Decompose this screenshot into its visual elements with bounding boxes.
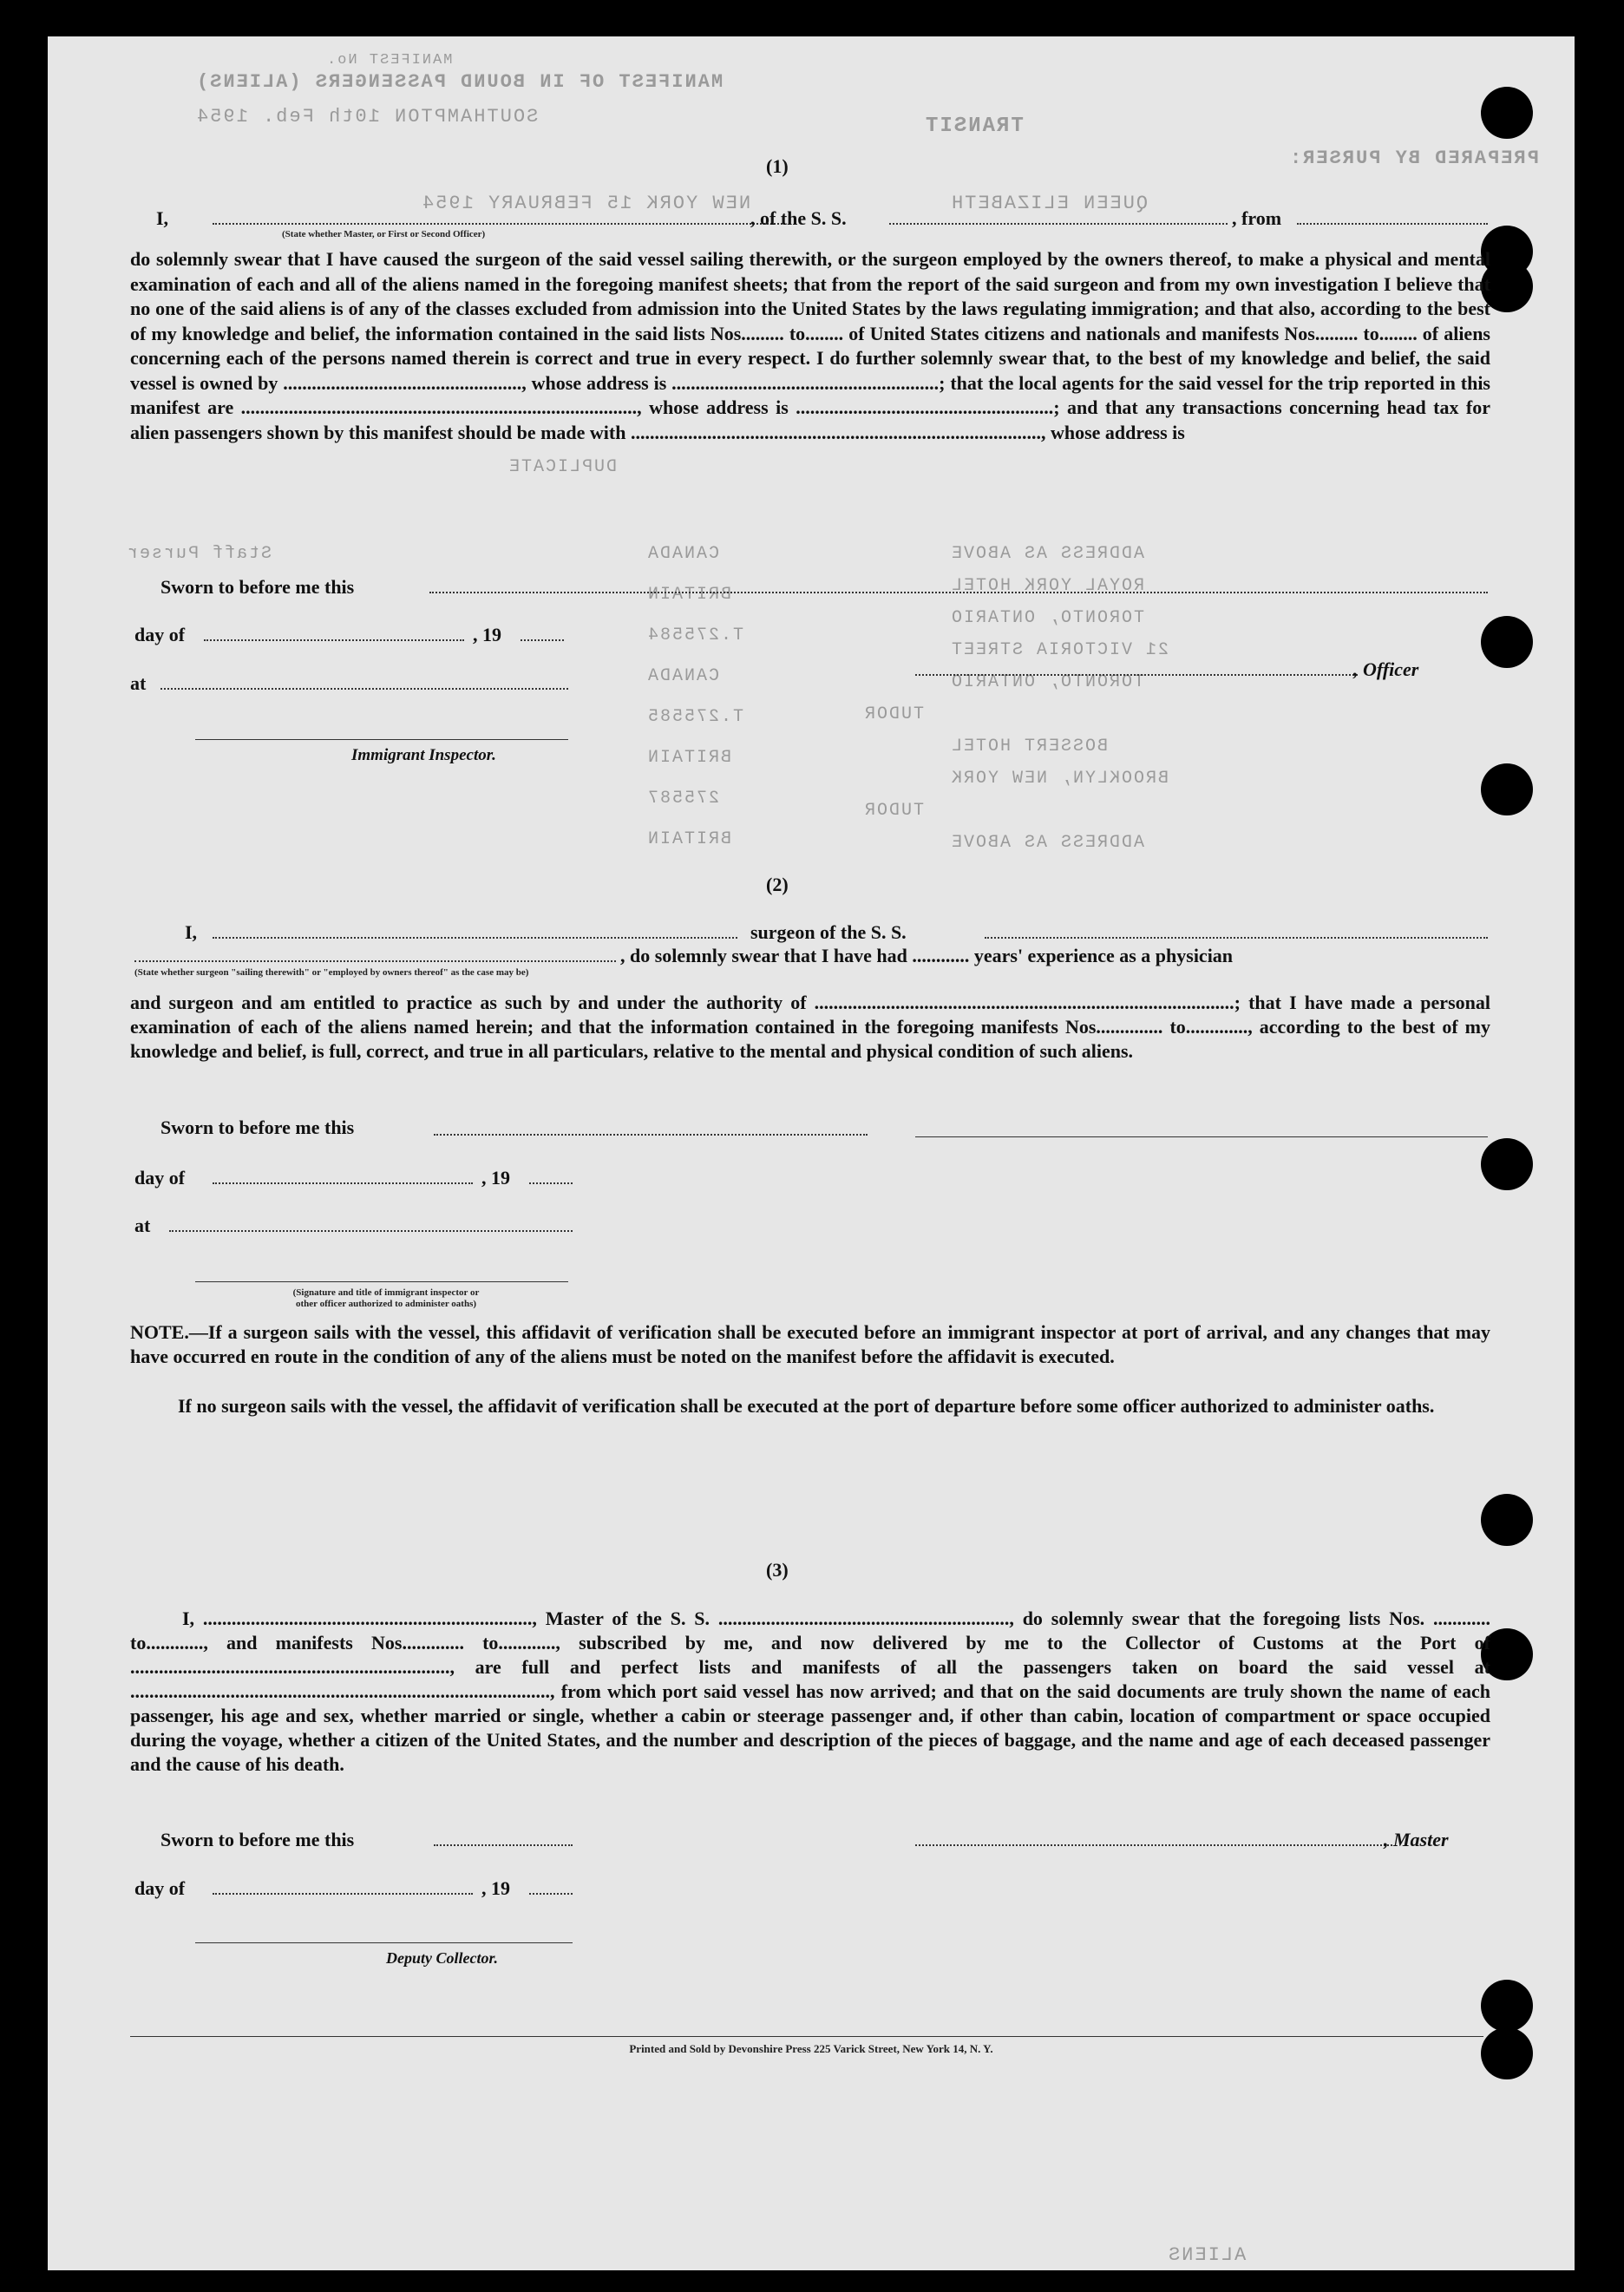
bleed-address-entry: ROYAL YORK HOTEL (950, 576, 1145, 596)
inspector-label: Immigrant Inspector. (351, 746, 496, 764)
surgeon-oath-line: , do solemnly swear that I have had ............ years' experience as a physician (620, 945, 1234, 966)
surgeon-at-label: at (134, 1215, 151, 1236)
oath-caption: (State whether Master, or First or Second Officer) (282, 229, 486, 239)
of-the-ss-label: , of the S. S. (750, 207, 847, 229)
bleed-column-entry: CANADA (646, 544, 720, 564)
bleed-duplicate: DUPLICATE (508, 457, 618, 477)
master-year-label: , 19 (481, 1877, 510, 1899)
administering-officer-line[interactable] (195, 1281, 568, 1282)
master-day-of-label: day of (134, 1877, 186, 1899)
surgeon-status-field[interactable] (134, 960, 616, 962)
surgeon-year-label: , 19 (481, 1167, 510, 1189)
note-text: —If a surgeon sails with the vessel, this affidavit of verification shall be executed before an immigrant inspector at port of arrival, and any changes that may have occurred en route in the condition of any of the aliens must be noted on the manifest before the affidavit is executed. (130, 1321, 1490, 1367)
master-sworn-date-field[interactable] (434, 1844, 573, 1846)
master-year-field[interactable] (529, 1893, 573, 1895)
at-field[interactable] (160, 688, 568, 690)
punch-hole (1481, 87, 1533, 139)
surgeon-name-field[interactable] (213, 937, 737, 939)
bleed-address-entry: TUDOR (863, 704, 925, 724)
bleed-address-entry: TUDOR (863, 801, 925, 821)
from-label: , from (1232, 207, 1282, 229)
master-month-field[interactable] (213, 1893, 473, 1895)
bleed-address-entry: 21 VICTORIA STREET (950, 640, 1169, 660)
punch-hole (1481, 1138, 1533, 1190)
ship-name-field[interactable] (889, 223, 1228, 225)
oath-prefix: I, (156, 207, 169, 229)
bleed-ship: QUEEN ELIZABETH (950, 193, 1149, 214)
bleed-address-entry: BROOKLYN, NEW YORK (950, 769, 1169, 789)
note-paragraph (130, 1320, 1490, 1369)
surgeon-ship-field[interactable] (985, 937, 1488, 939)
surgeon-caption: (State whether surgeon "sailing therewith" or "employed by owners thereof" as the case may be) (134, 967, 529, 978)
bleed-column-entry: BRITAIN (646, 748, 732, 768)
sworn-date-field[interactable] (429, 592, 1488, 593)
section-2-heading: (2) (766, 874, 789, 895)
deputy-collector-line[interactable] (195, 1942, 573, 1943)
from-port-field[interactable] (1297, 223, 1488, 225)
surgeon-signature-line[interactable] (915, 1136, 1488, 1137)
officer-signature-field[interactable] (915, 674, 1358, 676)
bleed-prepared: PREPARED BY PURSER: (1288, 147, 1539, 169)
administering-caption-1: (Signature and title of immigrant inspector or (292, 1287, 480, 1298)
printer-footer: Printed and Sold by Devonshire Press 225 Varick Street, New York 14, N. Y. (629, 2042, 993, 2055)
master-signature-field[interactable] (915, 1844, 1392, 1846)
surgeon-oath-prefix: I, (185, 921, 198, 943)
year-label: , 19 (473, 624, 501, 645)
sworn-label: Sworn to before me this (160, 576, 355, 598)
section-1-heading: (1) (766, 155, 789, 177)
bleed-arrival: NEW YORK 15 FEBRUARY 1954 (421, 193, 751, 214)
bleed-header-2: MANIFEST OF IN BOUND PASSENGERS (ALIENS) (195, 71, 724, 93)
bleed-bottom: ALIENS (1167, 2244, 1247, 2266)
deputy-collector-label: Deputy Collector. (386, 1949, 498, 1967)
note-label: NOTE. (130, 1321, 189, 1343)
at-label: at (130, 672, 147, 694)
bleed-address-entry: TORONTO, ONTARIO (950, 608, 1145, 628)
section-1-body: do solemnly swear that I have caused the surgeon of the said vessel sailing therewith, or the surgeon employed by the owners thereof, to make a physical and mental examination of each and all of the aliens named in the foregoing manifest sheets; that from the report of the said surgeon and from my own investigation I believe that no one of the said aliens is of any of the classes excluded from admission into the United States by the laws regulating immigration; and that also, according to the best of my knowledge and belief, the information contained in the said lists Nos......... to........ of United States citizens and nationals and manifests Nos......... to........ of aliens concerning each of the persons named therein is correct and true in every respect. I do further solemnly swear that, to the best of my knowledge and belief, the said vessel is owned by .................................................., whose address is ........................................................; that the local agents for the said vessel for the trip reported in this manifest are ..................................................................................., whose address is ......................................................; and that any transactions concerning head tax for alien passengers shown by this manifest should be made with ......................................................................................, whose address is (130, 248, 1490, 443)
bleed-address-entry: TORONTO, ONTARIO (950, 672, 1145, 692)
bleed-header-3: SOUTHAMPTON 10th Feb. 1954 (195, 106, 539, 128)
surgeon-day-of-label: day of (134, 1167, 186, 1189)
bleed-column-entry: T.275585 (646, 707, 744, 727)
surgeon-at-field[interactable] (169, 1230, 573, 1232)
section-2-body: and surgeon and am entitled to practice as such by and under the authority of ........................................................................................; that I have made a personal examination of each of the aliens named herein; and that the information contained in the foregoing manifests Nos.............. to............., according to the best of my knowledge and belief, is full, correct, and true in all particulars, relative to the mental and physical condition of such aliens. (130, 992, 1490, 1062)
surgeon-of-ss-label: surgeon of the S. S. (750, 921, 907, 943)
master-sworn-label: Sworn to before me this (160, 1829, 355, 1850)
punch-hole (1481, 1980, 1533, 2032)
bleed-column-entry: 275587 (646, 789, 720, 809)
bleed-address-entry: BOSSERT HOTEL (950, 737, 1109, 756)
note-paragraph-2: If no surgeon sails with the vessel, the affidavit of verification shall be executed at the port of departure before some officer authorized to administer oaths. (178, 1395, 1435, 1417)
surgeon-month-field[interactable] (213, 1182, 473, 1184)
punch-hole (1481, 616, 1533, 668)
inspector-signature-line[interactable] (195, 739, 568, 740)
bleed-header-1: MANIFEST No. (325, 52, 453, 69)
footer-rule (130, 2036, 1483, 2037)
bleed-column-entry: T.275584 (646, 625, 744, 645)
surgeon-sworn-date-field[interactable] (434, 1134, 868, 1136)
officer-label: , Officer (1353, 658, 1419, 680)
year-field[interactable] (521, 639, 564, 641)
bleed-column-entry: BRITAIN (646, 829, 732, 849)
surgeon-year-field[interactable] (529, 1182, 573, 1184)
bleed-staff-purser: Staff Purser (126, 544, 272, 564)
bleed-address-entry: ADDRESS AS ABOVE (950, 544, 1145, 564)
section-3-body: I, ....................................................................., Master of the S. S. ............................................................., do solemnly swear that the foregoing lists Nos. ............ to............, and manifests Nos............. to............, subscribed by me, and now delivered by me to the Collector of Customs at the Port of ..................................................................., are full and perfect lists and manifests of all the passengers taken on board the said vessel at ........................................................................................, from which port said vessel has now arrived; and that on the said documents are truly shown the name of each passenger, his age and sex, whether married or single, whether a cabin or steerage passenger and, if other than cabin, location of compartment or space occupied during the voyage, whether a citizen of the United States, and the number and description of the pieces of baggage, and the name and age of each deceased passenger and the cause of his death. (130, 1608, 1490, 1775)
surgeon-sworn-label: Sworn to before me this (160, 1117, 355, 1138)
master-name-field[interactable] (213, 223, 785, 225)
bleed-column-entry: BRITAIN (646, 585, 732, 605)
bleed-transit: TRANSIT (924, 115, 1024, 138)
punch-hole (1481, 763, 1533, 815)
master-label: , Master (1384, 1829, 1449, 1850)
punch-hole (1481, 1494, 1533, 1546)
section-3-heading: (3) (766, 1559, 789, 1581)
bleed-column-entry: CANADA (646, 666, 720, 686)
administering-caption-2: other officer authorized to administer oaths) (295, 1299, 477, 1309)
day-of-label: day of (134, 624, 186, 645)
manifest-reverse-page (48, 36, 1575, 2270)
month-field[interactable] (204, 639, 464, 641)
bleed-address-entry: ADDRESS AS ABOVE (950, 833, 1145, 853)
